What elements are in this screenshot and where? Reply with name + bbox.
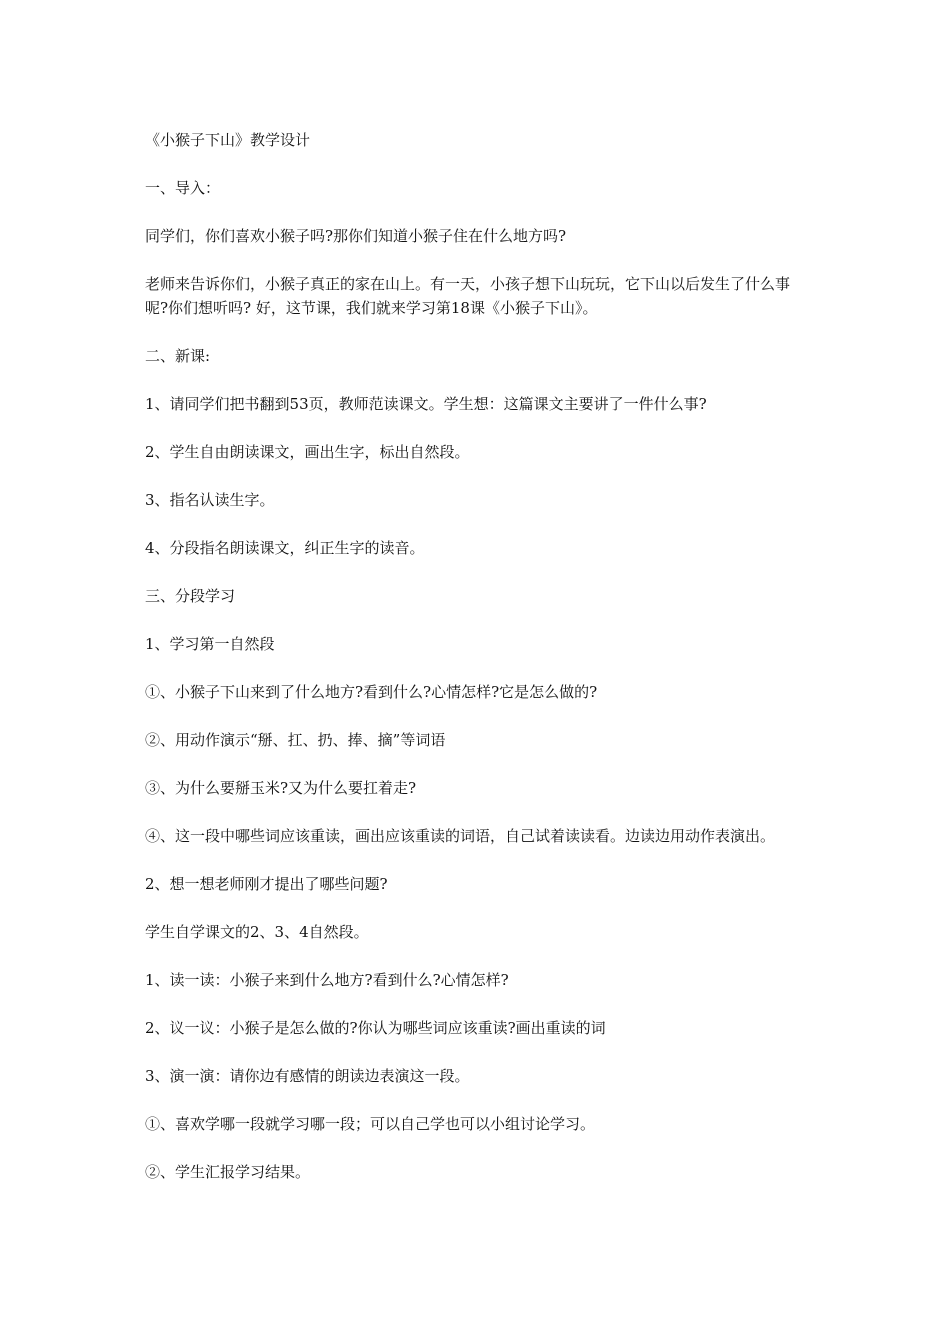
list-item: 2、想一想老师刚才提出了哪些问题? <box>145 875 388 893</box>
list-item: ④、这一段中哪些词应该重读，画出应该重读的词语，自己试着读读看。边读边用动作表演出。 <box>145 827 776 845</box>
section-heading-segment-study: 三、分段学习 <box>145 587 236 605</box>
paragraph: 学生自学课文的2、3、4自然段。 <box>145 923 369 941</box>
list-item: 1、请同学们把书翻到53页，教师范读课文。学生想：这篇课文主要讲了一件什么事? <box>145 395 707 413</box>
document-title: 《小猴子下山》教学设计 <box>145 131 311 149</box>
list-item: 2、学生自由朗读课文，画出生字，标出自然段。 <box>145 443 470 461</box>
paragraph: 同学们，你们喜欢小猴子吗?那你们知道小猴子住在什么地方吗? <box>145 227 567 245</box>
list-item: 4、分段指名朗读课文，纠正生字的读音。 <box>145 539 425 557</box>
section-heading-new-lesson: 二、新课: <box>145 347 211 365</box>
list-item: ②、学生汇报学习结果。 <box>145 1163 311 1181</box>
list-item: 3、指名认读生字。 <box>145 491 275 509</box>
list-item: ③、为什么要掰玉米?又为什么要扛着走? <box>145 779 417 797</box>
document-body <box>145 128 810 1208</box>
list-item: 3、演一演：请你边有感情的朗读边表演这一段。 <box>145 1067 470 1085</box>
list-item: 1、读一读：小猴子来到什么地方?看到什么?心情怎样? <box>145 971 509 989</box>
list-item: 2、议一议：小猴子是怎么做的?你认为哪些词应该重读?画出重读的词 <box>145 1019 606 1037</box>
list-item: ②、用动作演示“掰、扛、扔、捧、摘”等词语 <box>145 731 446 749</box>
list-item: ①、喜欢学哪一段就学习哪一段；可以自己学也可以小组讨论学习。 <box>145 1115 596 1133</box>
section-heading-intro: 一、导入： <box>145 179 221 197</box>
paragraph: 老师来告诉你们，小猴子真正的家在山上。有一天，小孩子想下山玩玩，它下山以后发生了什么事呢?你们想听吗? 好，这节课，我们就来学习第18课《小猴子下山》。 <box>145 275 791 317</box>
list-item: 1、学习第一自然段 <box>145 635 275 653</box>
list-item: ①、小猴子下山来到了什么地方?看到什么?心情怎样?它是怎么做的? <box>145 683 598 701</box>
